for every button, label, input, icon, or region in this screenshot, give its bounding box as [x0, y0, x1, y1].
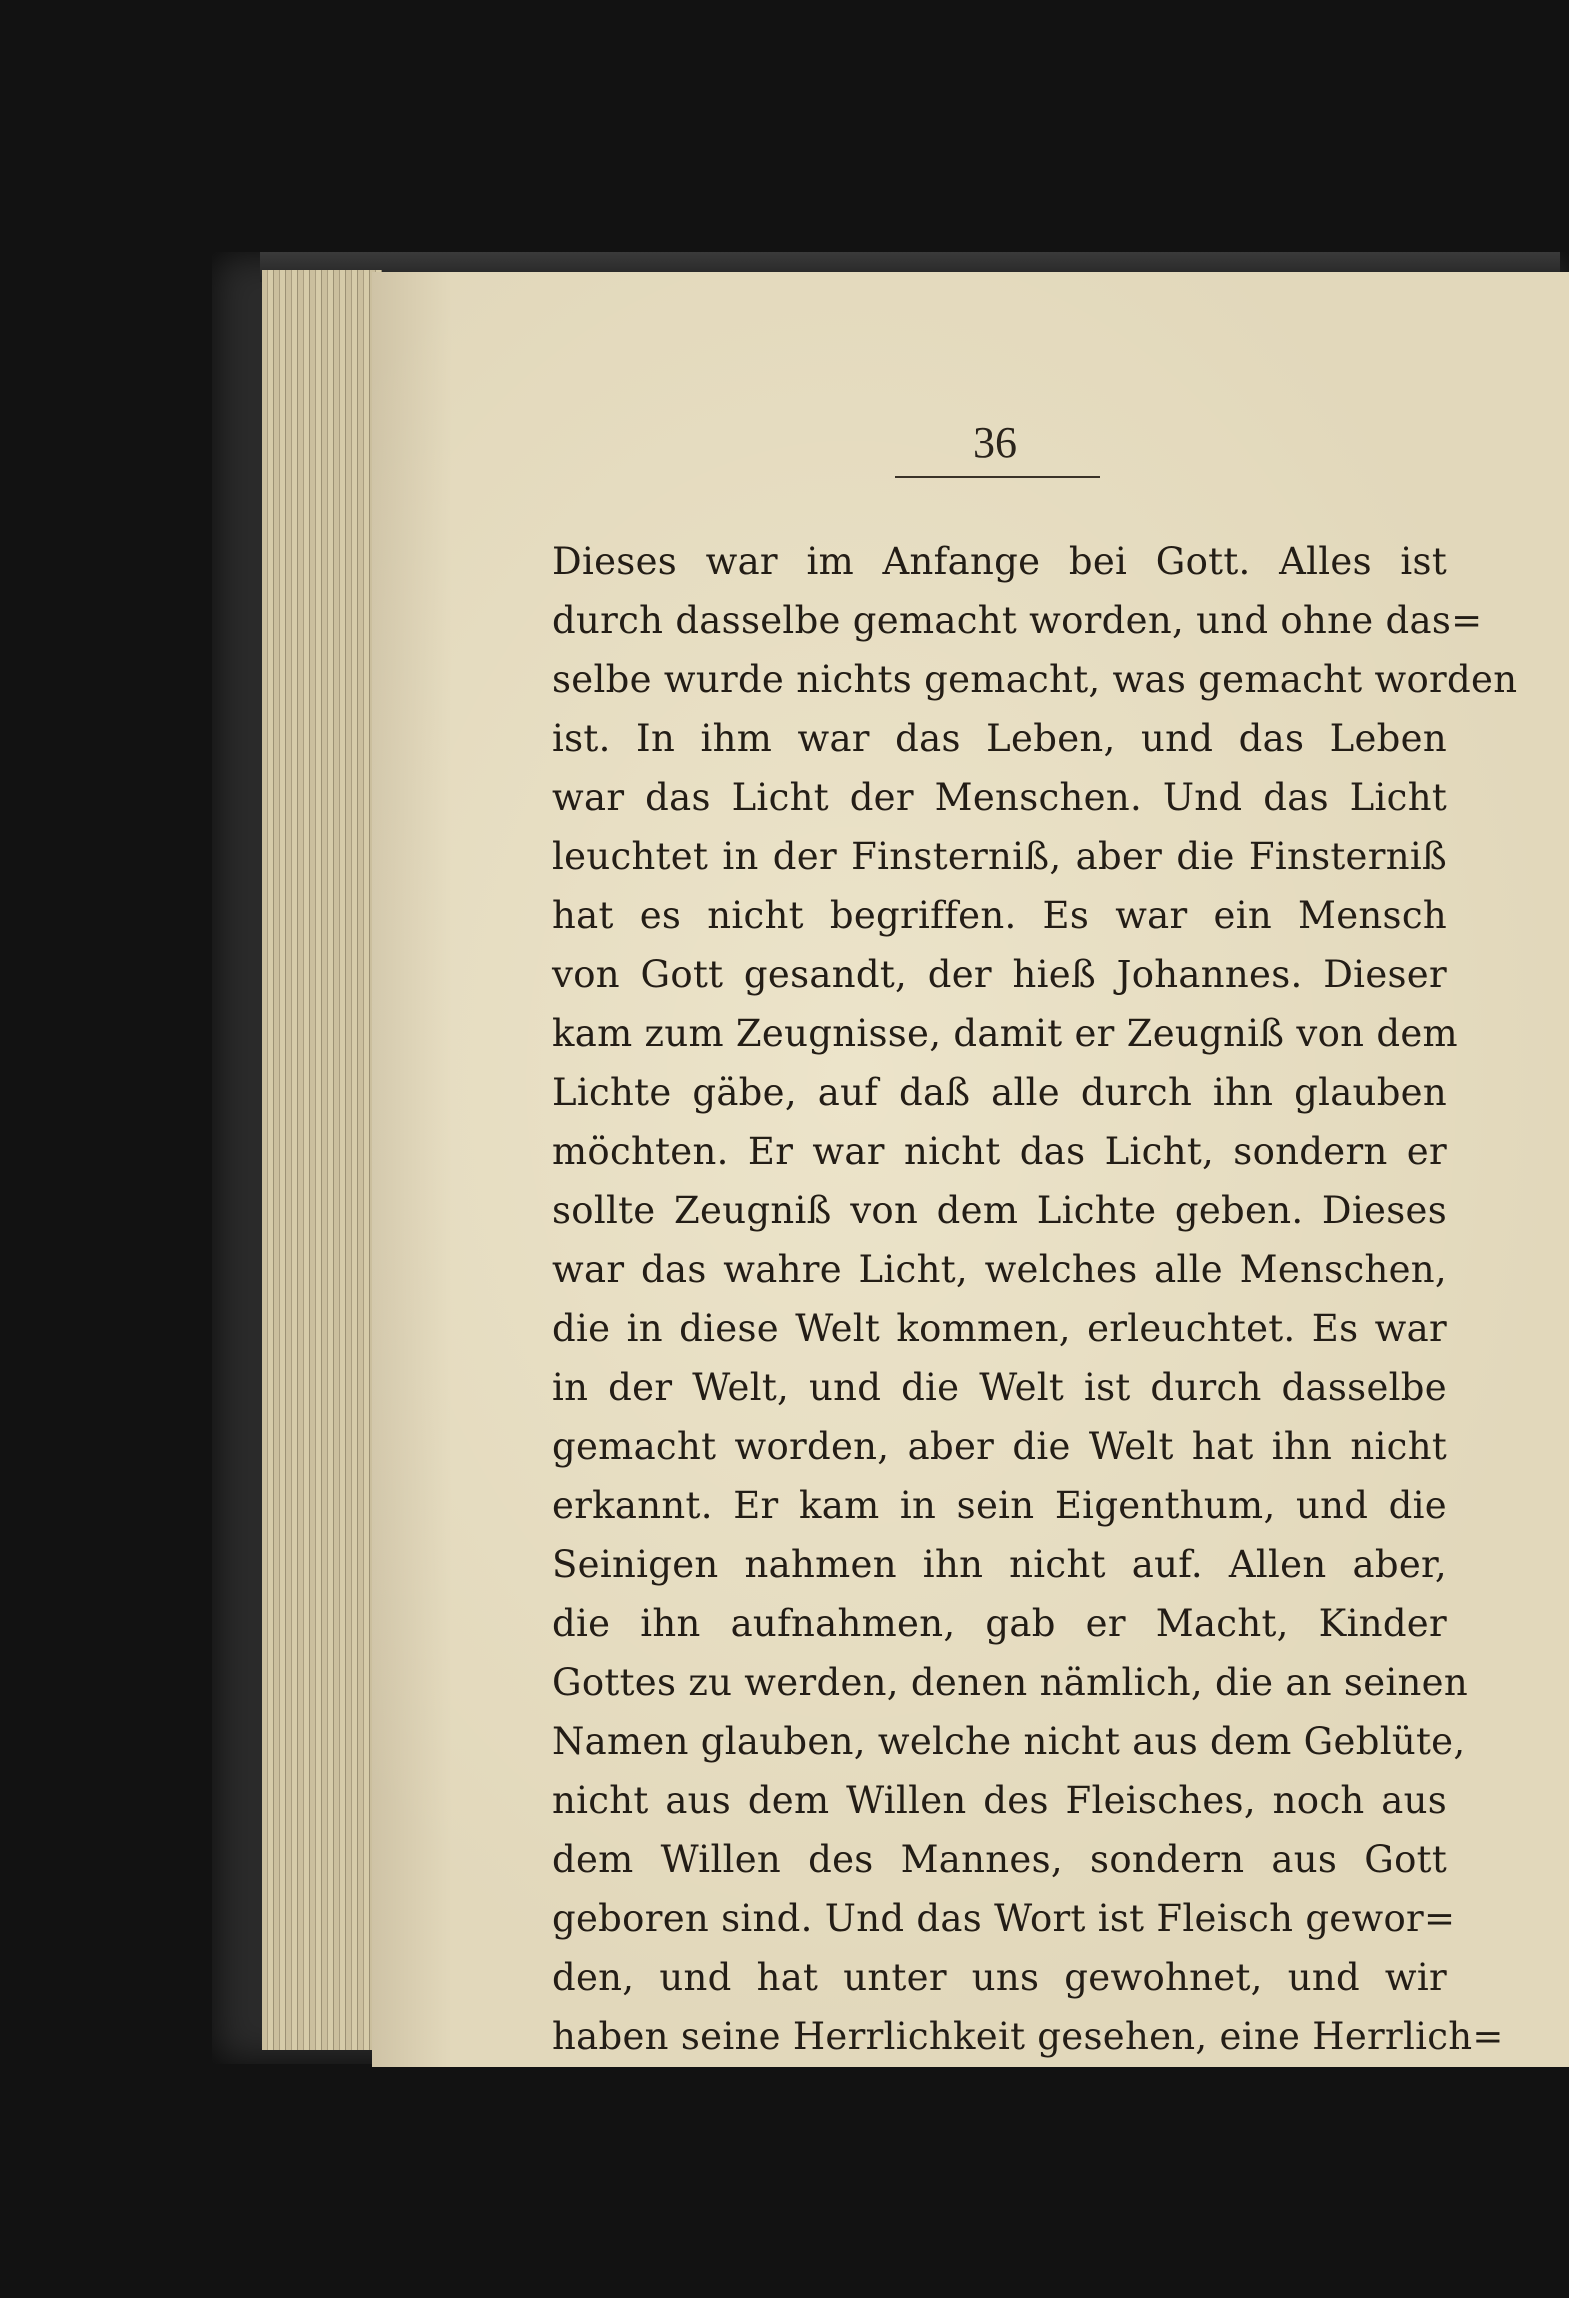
page-number: 36 — [973, 418, 1017, 467]
page-number-rule — [895, 476, 1100, 478]
text-line: Gottes zu werden, denen nämlich, die an seinen — [552, 1661, 1468, 1704]
text-line: in der Welt, und die Welt ist durch dasselbe — [552, 1366, 1447, 1409]
text-line: ist. In ihm war das Leben, und das Leben — [552, 717, 1447, 760]
text-line: war das wahre Licht, welches alle Menschen, — [552, 1248, 1447, 1291]
text-line: selbe wurde nichts gemacht, was gemacht worden — [552, 658, 1518, 701]
text-line: kam zum Zeugnisse, damit er Zeugniß von dem — [552, 1012, 1458, 1055]
text-line: möchten. Er war nicht das Licht, sondern er — [552, 1130, 1447, 1173]
text-line: dem Willen des Mannes, sondern aus Gott — [552, 1838, 1447, 1881]
text-line: Lichte gäbe, auf daß alle durch ihn glauben — [552, 1071, 1447, 1114]
text-line: von Gott gesandt, der hieß Johannes. Dieser — [552, 953, 1447, 996]
text-line: Dieses war im Anfange bei Gott. Alles ist — [552, 540, 1447, 583]
text-line: erkannt. Er kam in sein Eigenthum, und die — [552, 1484, 1447, 1527]
text-line: sollte Zeugniß von dem Lichte geben. Dieses — [552, 1189, 1447, 1232]
text-line: geboren sind. Und das Wort ist Fleisch gewor= — [552, 1897, 1456, 1940]
page-edges — [262, 270, 382, 2050]
text-line: leuchtet in der Finsterniß, aber die Finsterniß — [552, 835, 1447, 878]
text-line: nicht aus dem Willen des Fleisches, noch aus — [552, 1779, 1447, 1822]
text-line: war das Licht der Menschen. Und das Licht — [552, 776, 1447, 819]
text-line: die ihn aufnahmen, gab er Macht, Kinder — [552, 1602, 1447, 1645]
text-line: Namen glauben, welche nicht aus dem Geblüte, — [552, 1720, 1466, 1763]
text-line: die in diese Welt kommen, erleuchtet. Es war — [552, 1307, 1447, 1350]
text-line: haben seine Herrlichkeit gesehen, eine Herrlich= — [552, 2015, 1504, 2058]
text-line: Seinigen nahmen ihn nicht auf. Allen aber, — [552, 1543, 1447, 1586]
text-line: hat es nicht begriffen. Es war ein Mensch — [552, 894, 1447, 937]
text-line: den, und hat unter uns gewohnet, und wir — [552, 1956, 1447, 1999]
page-text — [552, 532, 1518, 2066]
text-line: gemacht worden, aber die Welt hat ihn nicht — [552, 1425, 1447, 1468]
text-line: durch dasselbe gemacht worden, und ohne das= — [552, 599, 1483, 642]
